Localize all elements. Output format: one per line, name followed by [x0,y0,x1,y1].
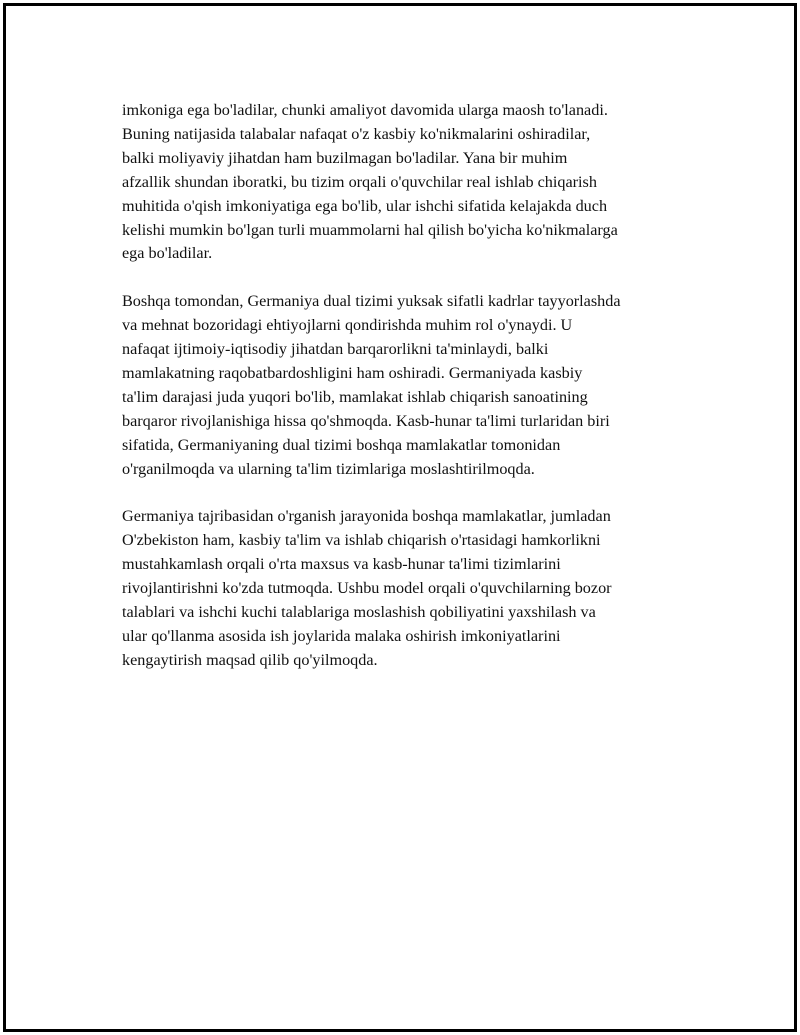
text-line: sifatida, Germaniyaning dual tizimi boshqa mamlakatlar tomonidan [122,435,561,454]
text-line: nafaqat ijtimoiy-iqtisodiy jihatdan barqarorlikni ta'minlaydi, balki [122,340,549,359]
text-line: ta'lim darajasi juda yuqori bo'lib, mamlakat ishlab chiqarish sanoatining [122,387,588,406]
page-frame [3,3,797,1032]
text-line: o'rganilmoqda va ularning ta'lim tizimlariga moslashtirilmoqda. [122,459,535,478]
text-line: kelishi mumkin bo'lgan turli muammolarni hal qilish bo'yicha ko'nikmalarga [122,220,618,239]
text-line: ular qo'llanma asosida ish joylarida malaka oshirish imkoniyatlarini [122,626,561,645]
text-line: muhitida o'qish imkoniyatiga ega bo'lib, ular ishchi sifatida kelajakda duch [122,196,608,215]
text-line: va mehnat bozoridagi ehtiyojlarni qondirishda muhim rol o'ynaydi. U [122,316,573,335]
text-line: Buning natijasida talabalar nafaqat o'z kasbiy ko'nikmalarini oshiradilar, [122,124,591,143]
text-line: afzallik shundan iboratki, bu tizim orqali o'quvchilar real ishlab chiqarish [122,172,597,191]
paragraph-1 [122,99,692,266]
text-line: imkoniga ega bo'ladilar, chunki amaliyot davomida ularga maosh to'lanadi. [122,101,608,119]
text-line: mustahkamlash orqali o'rta maxsus va kasb-hunar ta'limi tizimlarini [122,555,561,574]
text-line: O'zbekiston ham, kasbiy ta'lim va ishlab chiqarish o'rtasidagi hamkorlikni [122,531,601,550]
text-line: Boshqa tomondan, Germaniya dual tizimi yuksak sifatli kadrlar tayyorlashda [122,292,621,311]
text-line: kengaytirish maqsad qilib qo'yilmoqda. [122,650,378,669]
text-line: talablari va ishchi kuchi talablariga moslashish qobiliyatini yaxshilash va [122,603,596,621]
text-line: ega bo'ladilar. [122,244,213,263]
text-line: balki moliyaviy jihatdan ham buzilmagan bo'ladilar. Yana bir muhim [122,148,568,167]
text-line: rivojlantirishni ko'zda tutmoqda. Ushbu model orqali o'quvchilarning bozor [122,579,612,598]
document-body [122,99,692,697]
text-line: barqaror rivojlanishiga hissa qo'shmoqda. Kasb-hunar ta'limi turlaridan biri [122,411,610,430]
text-line: mamlakatning raqobatbardoshligini ham oshiradi. Germaniyada kasbiy [122,363,583,382]
paragraph-3 [122,505,692,672]
text-line: Germaniya tajribasidan o'rganish jarayonida boshqa mamlakatlar, jumladan [122,507,611,526]
paragraph-2 [122,290,692,481]
